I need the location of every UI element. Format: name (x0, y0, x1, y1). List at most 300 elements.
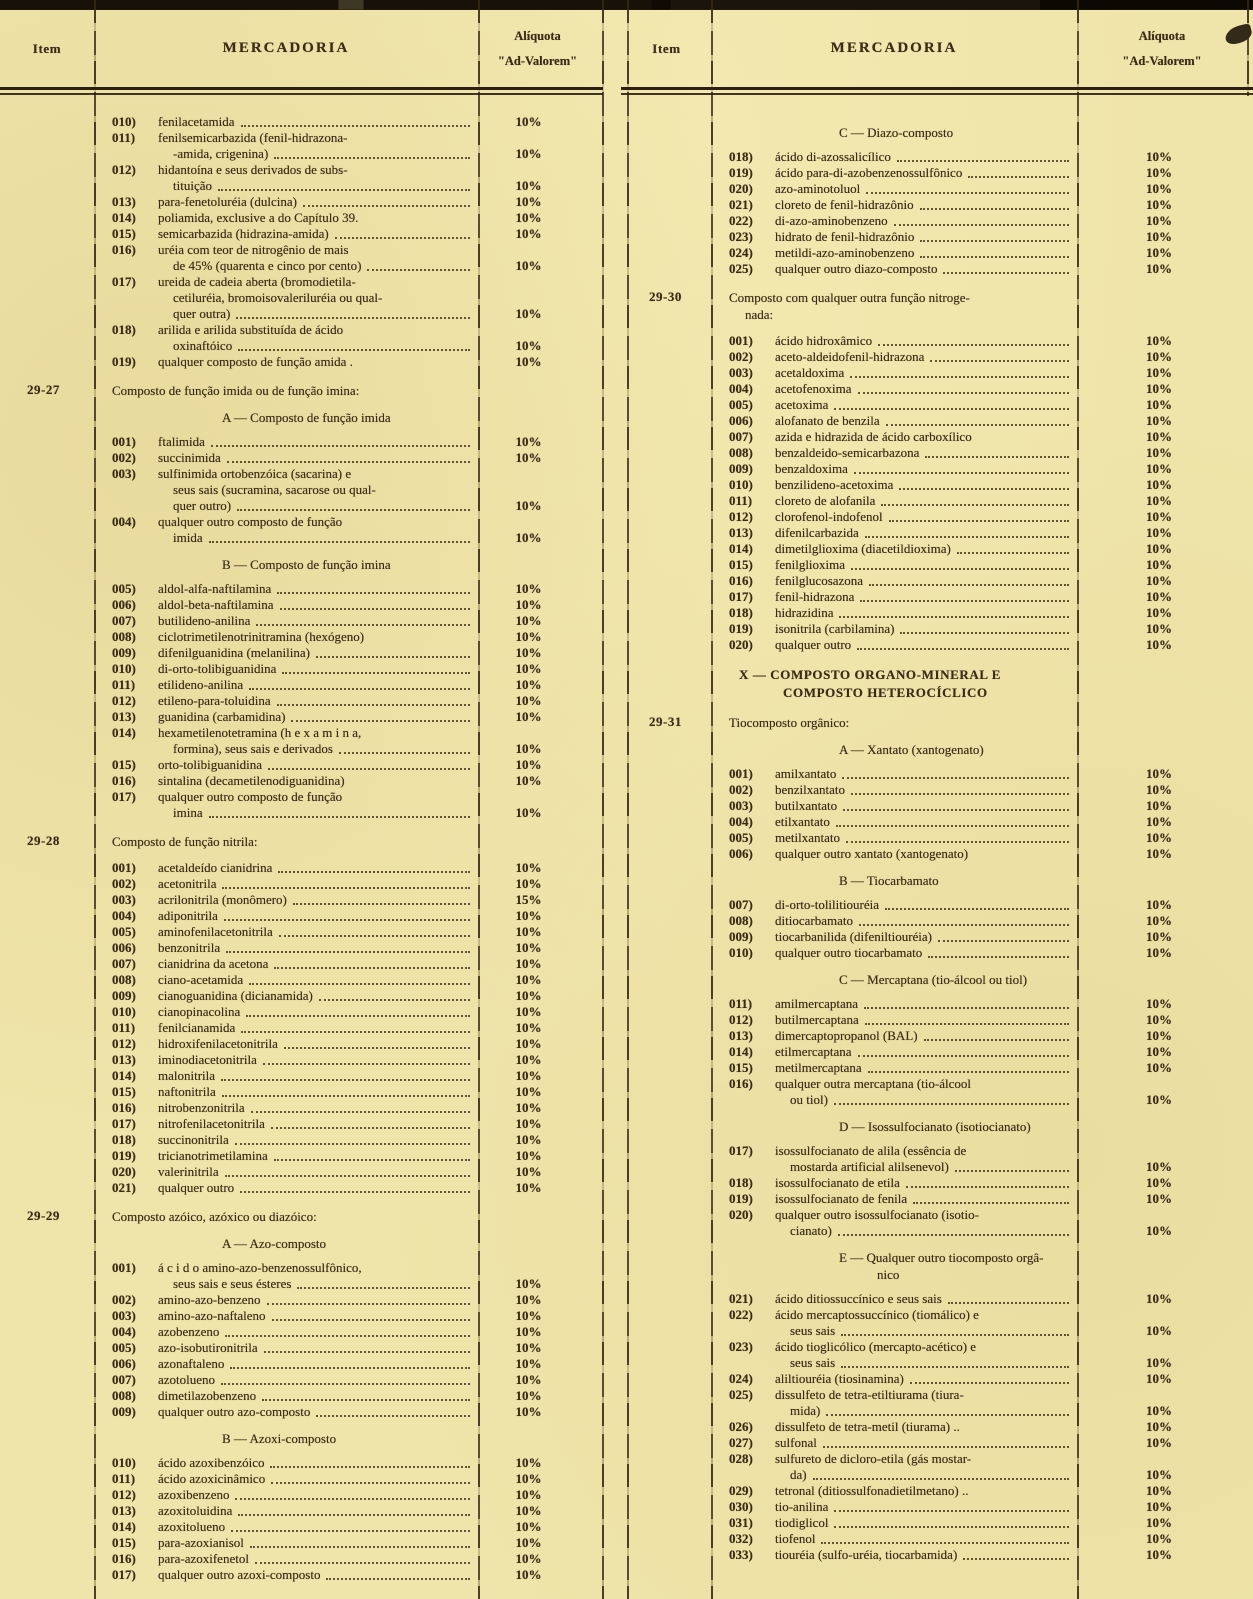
entry-text: iminodiacetonitrila (158, 1052, 257, 1067)
table-row (0, 1020, 603, 1036)
table-row (622, 1012, 1253, 1028)
entry-number: 023) (729, 229, 753, 244)
header-aliquota-line1: Alíquota (1138, 28, 1186, 43)
entry-text: fenilsemicarbazida (fenil-hidrazona- (158, 130, 348, 145)
entry-text: isonitrila (carbilamina) (775, 621, 895, 636)
entry-text: cianoguanidina (dicianamida) (158, 988, 313, 1003)
dot-leader (920, 240, 1069, 242)
entry-rate: 10% (1146, 1175, 1172, 1190)
dot-leader (834, 1103, 1069, 1105)
entry-rate: 10% (515, 210, 542, 225)
entry-text: azida e hidrazida de ácido carboxílico (775, 429, 972, 444)
entry-number: 014) (729, 1044, 753, 1059)
entry-number: 032) (729, 1531, 753, 1546)
entry-rate: 10% (1146, 477, 1172, 492)
entry-text: ditiocarbamato (775, 913, 853, 928)
entry-rate: 10% (515, 677, 542, 692)
entry-text: imina (173, 805, 203, 820)
entry-rate: 10% (1146, 996, 1172, 1011)
entry-text: azoxitoluidina (158, 1503, 233, 1518)
entry-rate: 10% (515, 194, 542, 209)
entry-number: 009) (112, 988, 136, 1003)
entry-number: 012) (112, 693, 136, 708)
entry-rate: 10% (515, 988, 542, 1003)
entry-text: ou tiol) (790, 1092, 828, 1107)
entry-number: 021) (112, 1180, 136, 1195)
entry-number: 003) (112, 1308, 136, 1323)
entry-text: qualquer composto de função amida . (158, 354, 353, 369)
entry-rate: 10% (1146, 1403, 1172, 1418)
entry-rate: 10% (515, 924, 542, 939)
entry-number: 005) (112, 581, 136, 596)
entry-rate: 10% (1146, 1291, 1172, 1306)
entry-number: 015) (729, 557, 753, 572)
dot-leader (864, 1007, 1069, 1009)
dot-leader (335, 237, 470, 239)
entry-text: di-azo-aminobenzeno (775, 213, 888, 228)
dot-leader (834, 1510, 1069, 1512)
entry-number: 005) (729, 397, 753, 412)
entry-rate: 10% (1146, 846, 1172, 861)
entry-text: butilmercaptana (775, 1012, 859, 1027)
entry-rate: 10% (1146, 1515, 1172, 1530)
table-row (0, 956, 603, 972)
table-row (622, 1028, 1253, 1044)
entry-number: 021) (729, 1291, 753, 1306)
section-title: Composto de função imida ou de função imina: (112, 383, 360, 398)
dot-leader (270, 1466, 470, 1468)
entry-text: tiocarbanilida (difeniltiouréia) (775, 929, 933, 944)
entry-rate: 10% (1146, 1191, 1172, 1206)
entry-rate: 10% (515, 1052, 542, 1067)
entry-rate: 10% (515, 972, 542, 987)
entry-text: cianidrina da acetona (158, 956, 269, 971)
dot-leader (237, 509, 470, 511)
entry-text: ureida de cadeia aberta (bromodietila- (158, 274, 356, 289)
entry-text: tetronal (ditiossulfonadietilmetano) .. (775, 1483, 969, 1498)
dot-leader (263, 1063, 470, 1065)
entry-rate: 10% (515, 773, 542, 788)
dot-leader (836, 825, 1069, 827)
entry-rate: 10% (515, 1116, 542, 1131)
item-code: 29-31 (649, 714, 682, 729)
entry-text: isossulfocianato de etila (775, 1175, 900, 1190)
entry-text: acetonitrila (158, 876, 217, 891)
table-row (622, 557, 1253, 573)
entry-text: amilxantato (775, 766, 837, 781)
table-row (0, 1180, 603, 1196)
entry-rate: 10% (1146, 1547, 1172, 1562)
table-row (0, 1535, 603, 1551)
entry-text: benzaldeido-semicarbazona (775, 445, 920, 460)
dot-leader (963, 1558, 1069, 1560)
entry-text: etileno-para-toluidina (158, 693, 271, 708)
entry-number: 002) (112, 876, 136, 891)
dot-leader (851, 793, 1069, 795)
entry-text: qualquer outro isossulfocianato (isotio- (775, 1207, 979, 1222)
entry-rate: 10% (515, 1276, 542, 1291)
entry-rate: 10% (1146, 945, 1172, 960)
table-row (622, 509, 1253, 525)
entry-number: 007) (112, 956, 136, 971)
dot-leader (278, 871, 470, 873)
table-row (0, 677, 603, 693)
dot-leader (251, 1111, 470, 1113)
entry-rate: 10% (1146, 1435, 1172, 1450)
entry-text: formina), seus sais e derivados (173, 741, 333, 756)
dot-leader (284, 1047, 470, 1049)
entry-rate: 10% (515, 1519, 542, 1534)
entry-text: á c i d o amino-azo-benzenossulfônico, (158, 1260, 362, 1275)
table-row (622, 996, 1253, 1012)
dot-leader (267, 1303, 470, 1305)
entry-number: 011) (112, 130, 136, 145)
entry-number: 026) (729, 1419, 753, 1434)
entry-text: hidantoína e seus derivados de subs- (158, 162, 348, 177)
entry-rate: 10% (515, 1308, 542, 1323)
table-row (0, 876, 603, 892)
entry-number: 006) (729, 413, 753, 428)
entry-number: 018) (729, 605, 753, 620)
table-row (0, 1292, 603, 1308)
entry-rate: 10% (515, 434, 542, 449)
entry-text: de 45% (quarenta e cinco por cento) (173, 258, 362, 273)
item-code: 29-30 (649, 289, 682, 304)
table-row (622, 1076, 1253, 1108)
entry-rate: 10% (1146, 413, 1172, 428)
table-row (622, 229, 1253, 245)
entry-text: etilmercaptana (775, 1044, 852, 1059)
entry-text: azotolueno (158, 1372, 216, 1387)
entry-text: fenilglioxima (775, 557, 846, 572)
entry-rate: 10% (515, 597, 542, 612)
entry-text: sulfinimida ortobenzóica (sacarina) e (158, 466, 352, 481)
entry-text: oxinaftóico (173, 338, 233, 353)
entry-number: 010) (112, 1455, 136, 1470)
table-row (0, 757, 603, 773)
entry-number: 025) (729, 261, 753, 276)
subsection-heading: A — Composto de função imida (222, 410, 391, 425)
table-row (0, 322, 603, 354)
table-row (0, 773, 603, 789)
table-row (622, 541, 1253, 557)
entry-text: valerinitrila (158, 1164, 219, 1179)
entry-number: 013) (112, 194, 136, 209)
entry-number: 009) (729, 461, 753, 476)
entry-rate: 10% (1146, 1060, 1172, 1075)
dot-leader (821, 1542, 1069, 1544)
entry-rate: 10% (1146, 557, 1172, 572)
dot-leader (209, 816, 470, 818)
entry-number: 018) (112, 322, 136, 337)
dot-leader (826, 1414, 1069, 1416)
entry-number: 023) (729, 1339, 753, 1354)
entry-text: aldol-beta-naftilamina (158, 597, 274, 612)
entry-text: azobenzeno (158, 1324, 220, 1339)
entry-number: 010) (112, 661, 136, 676)
table-row (0, 613, 603, 629)
dot-leader (930, 360, 1069, 362)
entry-text: azoxitolueno (158, 1519, 226, 1534)
table-row (0, 1487, 603, 1503)
table-row (0, 354, 603, 370)
entry-number: 008) (729, 913, 753, 928)
entry-number: 028) (729, 1451, 753, 1466)
dot-leader (316, 656, 470, 658)
entry-number: 003) (112, 466, 136, 481)
table-row (0, 693, 603, 709)
entry-number: 020) (729, 1207, 753, 1222)
table-row (0, 629, 603, 645)
column-right (622, 0, 1253, 1599)
dot-leader (910, 1382, 1069, 1384)
dot-leader (282, 672, 470, 674)
dot-leader (277, 704, 470, 706)
entry-rate: 10% (1146, 1323, 1172, 1338)
dot-leader (842, 777, 1069, 779)
dot-leader (230, 1367, 470, 1369)
entry-number: 009) (112, 645, 136, 660)
dot-leader (955, 1170, 1069, 1172)
table-row (0, 1308, 603, 1324)
table-row (622, 637, 1253, 653)
entry-number: 022) (729, 1307, 753, 1322)
entry-number: 012) (112, 162, 136, 177)
header-aliquota-line2: "Ad-Valorem" (497, 53, 578, 68)
dot-leader (316, 1415, 470, 1417)
subsection-heading: A — Azo-composto (222, 1236, 326, 1251)
entry-text: aliltiouréia (tiosinamina) (775, 1371, 904, 1386)
table-row (622, 1419, 1253, 1435)
column-body-left (0, 88, 603, 1583)
entry-number: 007) (112, 1372, 136, 1387)
table-row (0, 1148, 603, 1164)
entry-text: guanidina (carbamidina) (158, 709, 286, 724)
entry-rate: 10% (515, 1164, 542, 1179)
table-row (622, 782, 1253, 798)
entry-rate: 10% (1146, 1531, 1172, 1546)
entry-text: amilmercaptana (775, 996, 859, 1011)
entry-rate: 10% (1146, 181, 1172, 196)
entry-number: 002) (729, 349, 753, 364)
table-row (622, 397, 1253, 413)
entry-text: sulfureto de dicloro-etila (gás mostar- (775, 1451, 972, 1466)
table-row (622, 1451, 1253, 1483)
section-title: Composto com qualquer outra função nitroge- (729, 290, 970, 305)
entry-number: 014) (112, 725, 136, 740)
dot-leader (250, 1546, 470, 1548)
dot-leader (834, 1526, 1069, 1528)
table-row (0, 466, 603, 514)
table-row (622, 197, 1253, 213)
entry-rate: 10% (515, 757, 542, 772)
entry-text: mostarda artificial alilsenevol) (790, 1159, 949, 1174)
dot-leader (869, 584, 1069, 586)
entry-rate: 10% (515, 908, 542, 923)
table-row (0, 1208, 603, 1225)
dot-leader (928, 956, 1069, 958)
entry-number: 018) (729, 149, 753, 164)
table-row (0, 434, 603, 450)
dot-leader (272, 1319, 470, 1321)
entry-rate: 10% (1146, 333, 1172, 348)
entry-number: 024) (729, 245, 753, 260)
table-row (622, 621, 1253, 637)
table-row (622, 381, 1253, 397)
table-row (622, 1207, 1253, 1239)
entry-rate: 10% (515, 645, 542, 660)
table-row (0, 556, 603, 573)
entry-text: benzaldoxima (775, 461, 848, 476)
table-row (0, 1340, 603, 1356)
entry-rate: 10% (1146, 830, 1172, 845)
entry-text: butilideno-anilina (158, 613, 251, 628)
dot-leader (279, 935, 470, 937)
entry-rate: 10% (515, 1340, 542, 1355)
entry-rate: 10% (1146, 573, 1172, 588)
table-row (0, 1567, 603, 1583)
table-row (0, 988, 603, 1004)
dot-leader (865, 1023, 1069, 1025)
entry-text: dimetilazobenzeno (158, 1388, 257, 1403)
entry-text: ácido di-azossalicílico (775, 149, 891, 164)
entry-number: 006) (112, 940, 136, 955)
dot-leader (241, 1031, 470, 1033)
dot-leader (838, 1234, 1069, 1236)
table-row (0, 1164, 603, 1180)
entry-rate: 10% (1146, 525, 1172, 540)
entry-rate: 10% (515, 306, 542, 321)
entry-text: acrilonitrila (monômero) (158, 892, 287, 907)
table-row (0, 645, 603, 661)
dot-leader (246, 1015, 470, 1017)
entry-rate: 10% (1146, 814, 1172, 829)
table-row (622, 1435, 1253, 1451)
entry-rate: 10% (1146, 445, 1172, 460)
entry-text: qualquer outro tiocarbamato (775, 945, 923, 960)
dot-leader (858, 392, 1069, 394)
entry-number: 010) (112, 1004, 136, 1019)
entry-text: ciano-acetamida (158, 972, 244, 987)
entry-rate: 10% (1146, 397, 1172, 412)
dot-leader (834, 408, 1069, 410)
entry-number: 020) (729, 181, 753, 196)
table-row (622, 213, 1253, 229)
entry-rate: 10% (1146, 897, 1172, 912)
entry-text: sintalina (decametilenodiguanidina) (158, 773, 345, 788)
entry-number: 003) (112, 892, 136, 907)
entry-number: 015) (112, 226, 136, 241)
dot-leader (859, 924, 1069, 926)
table-row (0, 1068, 603, 1084)
entry-number: 006) (112, 597, 136, 612)
table-row (622, 846, 1253, 862)
entry-rate: 10% (1146, 1371, 1172, 1386)
table-row (0, 210, 603, 226)
dot-leader (846, 841, 1069, 843)
entry-rate: 15% (515, 892, 542, 907)
dot-leader (249, 983, 470, 985)
dot-leader (225, 1335, 470, 1337)
dot-leader (938, 940, 1069, 942)
entry-rate: 10% (1146, 1044, 1172, 1059)
entry-text: semicarbazida (hidrazina-amida) (158, 226, 329, 241)
entry-number: 014) (729, 541, 753, 556)
entry-number: 013) (729, 525, 753, 540)
entry-number: 013) (112, 1503, 136, 1518)
table-row (622, 477, 1253, 493)
entry-text: quer outro) (173, 498, 232, 513)
entry-text: acetoxima (775, 397, 829, 412)
entry-number: 006) (729, 846, 753, 861)
entry-number: 003) (729, 365, 753, 380)
dot-leader (293, 903, 470, 905)
dot-leader (209, 541, 470, 543)
dot-leader (222, 887, 470, 889)
dot-leader (271, 1482, 470, 1484)
table-row (622, 766, 1253, 782)
table-row (0, 226, 603, 242)
entry-rate: 10% (1146, 541, 1172, 556)
header-mercadoria-label: MERCADORIA (830, 40, 958, 56)
subsection-heading: D — Isossulfocianato (isotiocianato) (839, 1119, 1031, 1134)
entry-rate: 10% (1146, 165, 1172, 180)
header-aliquota-label (478, 9, 603, 88)
entry-text: sulfonal (775, 1435, 817, 1450)
entry-number: 022) (729, 213, 753, 228)
table-row (622, 1191, 1253, 1207)
subsection-heading: C — Diazo-composto (839, 125, 954, 140)
entry-text: metilxantato (775, 830, 840, 845)
entry-rate: 10% (515, 1148, 542, 1163)
entry-text: ftalimida (158, 434, 205, 449)
subsection-heading: nico (877, 1267, 900, 1282)
entry-text: da) (790, 1467, 807, 1482)
table-row (622, 461, 1253, 477)
dot-leader (319, 999, 470, 1001)
entry-text: fenilcianamida (158, 1020, 236, 1035)
entry-number: 019) (729, 621, 753, 636)
entry-text: qualquer outra mercaptana (tio-álcool (775, 1076, 971, 1091)
group-heading: X — COMPOSTO ORGANO-MINERAL E (739, 667, 1002, 682)
entry-number: 002) (112, 1292, 136, 1307)
entry-text: tiofenol (775, 1531, 816, 1546)
table-row (622, 1483, 1253, 1499)
subsection-heading: E — Qualquer outro tiocomposto orgâ- (839, 1250, 1044, 1265)
entry-number: 015) (729, 1060, 753, 1075)
entry-text: acetaldeído cianidrina (158, 860, 273, 875)
entry-rate: 10% (1146, 1499, 1172, 1514)
table-row (0, 130, 603, 162)
entry-text: ácido tioglicólico (mercapto-acético) e (775, 1339, 977, 1354)
table-row (622, 365, 1253, 381)
table-row (622, 971, 1253, 988)
entry-rate: 10% (515, 338, 542, 353)
dot-leader (218, 189, 470, 191)
section-title: Tiocomposto orgânico: (729, 715, 850, 730)
table-row (622, 1339, 1253, 1371)
dot-leader (920, 208, 1069, 210)
entry-number: 001) (112, 434, 136, 449)
entry-number: 009) (112, 1404, 136, 1419)
entry-rate: 10% (515, 1372, 542, 1387)
group-heading: COMPOSTO HETEROCÍCLICO (783, 685, 988, 700)
table-row (622, 1387, 1253, 1419)
dot-leader (925, 456, 1069, 458)
entry-text: poliamida, exclusive a do Capítulo 39. (158, 210, 359, 225)
entry-rate: 10% (1146, 1419, 1172, 1434)
table-row (0, 1116, 603, 1132)
